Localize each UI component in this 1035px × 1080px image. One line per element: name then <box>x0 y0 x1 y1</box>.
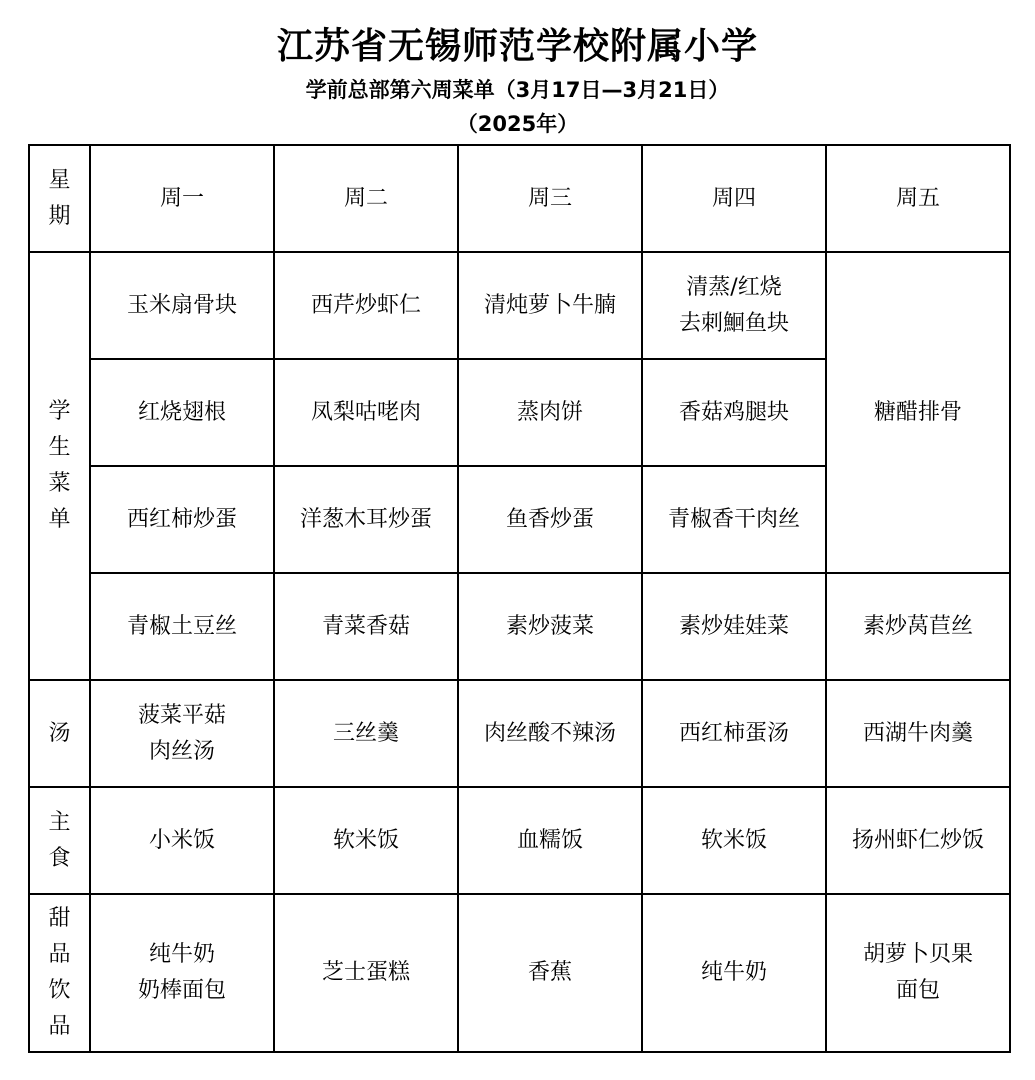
friday-main-dish: 糖醋排骨 <box>826 252 1010 573</box>
menu-cell: 纯牛奶 <box>642 894 826 1052</box>
menu-cell: 西红柿蛋汤 <box>642 680 826 787</box>
menu-cell: 素炒娃娃菜 <box>642 573 826 680</box>
weekday-corner-label: 星 期 <box>29 145 90 252</box>
day-header-fri: 周五 <box>826 145 1010 252</box>
dessert-label: 甜 品 饮 品 <box>29 894 90 1052</box>
menu-cell: 肉丝酸不辣汤 <box>458 680 642 787</box>
menu-cell: 素炒莴苣丝 <box>826 573 1010 680</box>
menu-cell: 鱼香炒蛋 <box>458 466 642 573</box>
menu-year: （2025年） <box>456 112 579 136</box>
day-header-tue: 周二 <box>274 145 458 252</box>
menu-cell: 玉米扇骨块 <box>90 252 274 359</box>
menu-cell: 小米饭 <box>90 787 274 894</box>
menu-cell: 洋葱木耳炒蛋 <box>274 466 458 573</box>
menu-cell: 血糯饭 <box>458 787 642 894</box>
menu-cell: 香菇鸡腿块 <box>642 359 826 466</box>
menu-cell: 凤梨咕咾肉 <box>274 359 458 466</box>
menu-cell: 红烧翅根 <box>90 359 274 466</box>
student-menu-label: 学 生 菜 单 <box>29 252 90 680</box>
menu-cell: 清炖萝卜牛腩 <box>458 252 642 359</box>
menu-cell: 西芹炒虾仁 <box>274 252 458 359</box>
table-row <box>29 252 1010 359</box>
menu-subtitle: 学前总部第六周菜单（3月17日—3月21日） <box>305 78 730 102</box>
menu-cell: 西红柿炒蛋 <box>90 466 274 573</box>
menu-cell: 纯牛奶 奶棒面包 <box>90 894 274 1052</box>
menu-cell: 素炒菠菜 <box>458 573 642 680</box>
menu-cell: 胡萝卜贝果 面包 <box>826 894 1010 1052</box>
menu-cell: 软米饭 <box>274 787 458 894</box>
staple-label: 主 食 <box>29 787 90 894</box>
menu-cell: 软米饭 <box>642 787 826 894</box>
day-header-thu: 周四 <box>642 145 826 252</box>
staple-row <box>29 787 1010 894</box>
menu-cell: 青椒香干肉丝 <box>642 466 826 573</box>
menu-cell: 扬州虾仁炒饭 <box>826 787 1010 894</box>
header-row <box>29 145 1010 252</box>
menu-cell: 菠菜平菇 肉丝汤 <box>90 680 274 787</box>
day-header-mon: 周一 <box>90 145 274 252</box>
page-title: 江苏省无锡师范学校附属小学 <box>276 26 758 67</box>
soup-row <box>29 680 1010 787</box>
day-header-wed: 周三 <box>458 145 642 252</box>
menu-cell: 青椒土豆丝 <box>90 573 274 680</box>
menu-cell: 香蕉 <box>458 894 642 1052</box>
menu-cell: 芝士蛋糕 <box>274 894 458 1052</box>
menu-cell: 西湖牛肉羹 <box>826 680 1010 787</box>
menu-cell: 清蒸/红烧 去刺鮰鱼块 <box>642 252 826 359</box>
menu-cell: 蒸肉饼 <box>458 359 642 466</box>
dessert-row <box>29 894 1010 1052</box>
table-row <box>29 573 1010 680</box>
menu-cell: 青菜香菇 <box>274 573 458 680</box>
menu-cell: 三丝羹 <box>274 680 458 787</box>
soup-label: 汤 <box>29 680 90 787</box>
menu-table <box>28 144 1011 1053</box>
